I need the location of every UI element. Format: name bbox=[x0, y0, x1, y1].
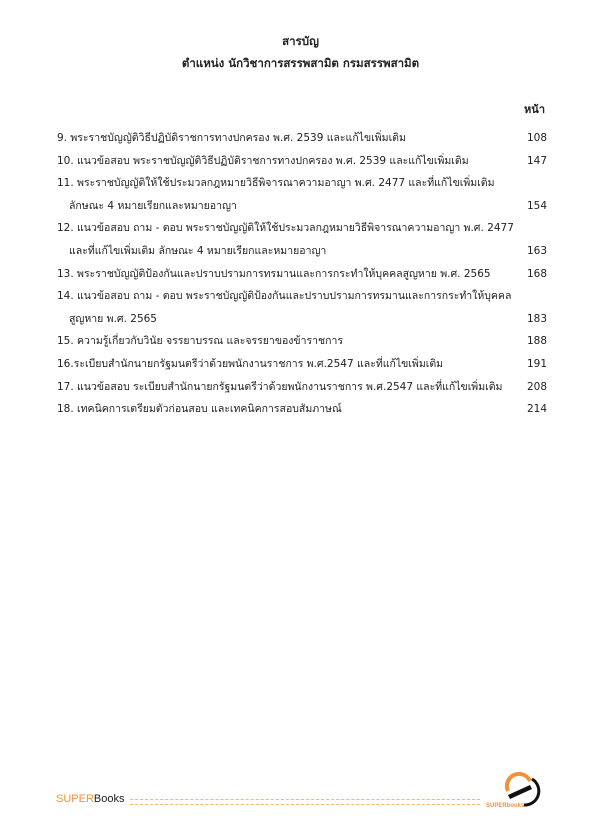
toc-entry-text: 10. แนวข้อสอบ พระราชบัญญัติวิธีปฏิบัติราชการทางปกครอง พ.ศ. 2539 และแก้ไขเพิ่มเติม bbox=[57, 154, 469, 167]
toc-page-number: 208 bbox=[526, 380, 547, 393]
toc-entry-line bbox=[57, 376, 547, 399]
toc-entry-text: 15. ความรู้เกี่ยวกับวินัย จรรยาบรรณ และจรรยาของข้าราชการ bbox=[57, 335, 344, 348]
toc-entry[interactable] bbox=[57, 285, 547, 330]
toc-entry-text: และที่แก้ไขเพิ่มเติม ลักษณะ 4 หมายเรียกและหมายอาญา bbox=[69, 244, 327, 257]
toc-entry-line bbox=[57, 398, 547, 421]
brand-books: Books bbox=[93, 793, 125, 805]
footer bbox=[56, 791, 546, 811]
toc-page-number: 147 bbox=[526, 154, 547, 167]
toc-entry-text: สูญหาย พ.ศ. 2565 bbox=[69, 312, 157, 325]
toc-entry-text: 18. เทคนิคการเตรียมตัวก่อนสอบ และเทคนิคการสอบสัมภาษณ์ bbox=[57, 403, 342, 416]
toc-page-number: 168 bbox=[526, 267, 547, 280]
toc-entry-line bbox=[57, 240, 547, 263]
toc-title: สารบัญ bbox=[282, 34, 319, 48]
toc-page-number: 214 bbox=[526, 403, 547, 416]
toc-entry-text: 11. พระราชบัญญัติให้ใช้ประมวลกฎหมายวิธีพิจารณาความอาญา พ.ศ. 2477 และที่แก้ไขเพิ่มเติม bbox=[57, 177, 495, 190]
toc-entry-line bbox=[57, 330, 547, 353]
footer-divider bbox=[130, 799, 480, 805]
toc-entry[interactable] bbox=[57, 398, 547, 421]
toc-page-number: 183 bbox=[526, 312, 547, 325]
toc-entry-text: 16.ระเบียบสำนักนายกรัฐมนตรีว่าด้วยพนักงานราชการ พ.ศ.2547 และที่แก้ไขเพิ่มเติม bbox=[57, 357, 444, 370]
toc-page-number: 191 bbox=[526, 357, 547, 370]
toc-entry-line bbox=[57, 172, 547, 195]
logo-wordmark: SUPERbooks bbox=[486, 803, 525, 809]
toc-entry-text: 17. แนวข้อสอบ ระเบียบสำนักนายกรัฐมนตรีว่าด้วยพนักงานราชการ พ.ศ.2547 และที่แก้ไขเพิ่มเติม bbox=[57, 380, 503, 393]
brand-super: SUPER bbox=[56, 793, 94, 805]
toc-entry[interactable] bbox=[57, 376, 547, 399]
toc-list bbox=[57, 127, 547, 421]
toc-subtitle: ตำแหน่ง นักวิชาการสรรพสามิต กรมสรรพสามิต bbox=[181, 56, 420, 70]
toc-entry[interactable] bbox=[57, 150, 547, 173]
toc-entry-line bbox=[57, 353, 547, 376]
toc-entry[interactable] bbox=[57, 127, 547, 150]
toc-entry[interactable] bbox=[57, 263, 547, 286]
toc-entry-line bbox=[57, 217, 547, 240]
toc-page-number: 108 bbox=[526, 132, 547, 144]
toc-entry[interactable] bbox=[57, 353, 547, 376]
toc-entry-text: 9. พระราชบัญญัติวิธีปฏิบัติราชการทางปกครอง พ.ศ. 2539 และแก้ไขเพิ่มเติม bbox=[57, 132, 406, 144]
toc-entry-line bbox=[57, 285, 547, 308]
toc-entry-text: ลักษณะ 4 หมายเรียกและหมายอาญา bbox=[69, 199, 237, 212]
toc-entry[interactable] bbox=[57, 330, 547, 353]
toc-entry-line bbox=[57, 150, 547, 173]
toc-entry-line bbox=[57, 195, 547, 218]
toc-entry-text: 14. แนวข้อสอบ ถาม - ตอบ พระราชบัญญัติป้องกันและปราบปรามการทรมานและการกระทำให้บุคคล bbox=[57, 290, 512, 303]
toc-entry-text: 12. แนวข้อสอบ ถาม - ตอบ พระราชบัญญัติให้ใช้ประมวลกฎหมายวิธีพิจารณาความอาญา พ.ศ. 2477 bbox=[57, 222, 514, 235]
toc-entry-line bbox=[57, 127, 547, 150]
logo-text bbox=[486, 803, 524, 809]
toc-entry[interactable] bbox=[57, 217, 547, 262]
toc-entry-line bbox=[57, 263, 547, 286]
page-column-header: หน้า bbox=[524, 103, 545, 116]
toc-page-number: 163 bbox=[526, 244, 547, 257]
footer-brand bbox=[56, 793, 124, 805]
toc-page-number: 154 bbox=[526, 199, 547, 212]
toc-entry-line bbox=[57, 308, 547, 331]
toc-entry[interactable] bbox=[57, 172, 547, 217]
toc-page-number: 188 bbox=[526, 335, 547, 348]
toc-entry-text: 13. พระราชบัญญัติป้องกันและปราบปรามการทรมานและการกระทำให้บุคคลสูญหาย พ.ศ. 2565 bbox=[57, 267, 491, 280]
